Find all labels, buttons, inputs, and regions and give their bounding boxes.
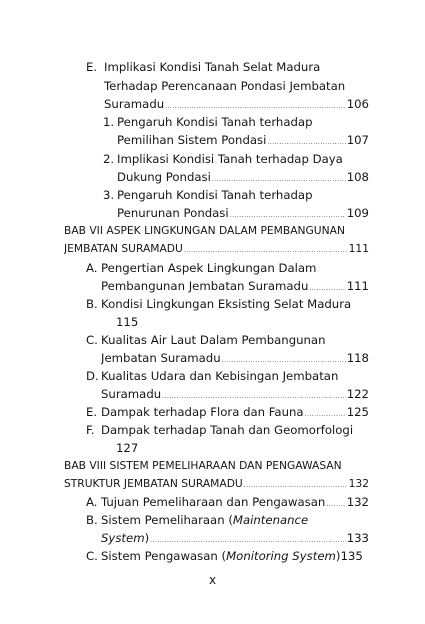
toc-entry-e-line1: E. Implikasi Kondisi Tanah Selat Madura: [86, 60, 321, 74]
toc-entry-8a: A. Tujuan Pemeliharaan dan Pengawasan ..... 132: [86, 493, 369, 511]
page-ref: 115: [116, 315, 139, 329]
toc-entry-8c: C. Sistem Pengawasan (Monitoring System)135: [86, 549, 363, 563]
page-ref: 125: [346, 405, 369, 419]
toc-entry-e-line3: Suramadu ..... 106: [104, 95, 369, 113]
toc-entry-7f-page: [116, 439, 176, 457]
leader-dots: [165, 98, 346, 113]
toc-entry-7b-line1: B. Kondisi Lingkungan Eksisting Selat Madura: [86, 297, 352, 311]
toc-entry-8b-line1: B. Sistem Pemeliharaan (Maintenance: [86, 513, 309, 527]
page-ref: 118: [346, 351, 369, 365]
page-ref: 109: [346, 206, 369, 220]
leader-dots: [309, 280, 345, 295]
toc-entry-7c-line2: Jembatan Suramadu ..... 118: [101, 349, 369, 367]
toc-entry-7f-line1: F. Dampak terhadap Tanah dan Geomorfologi: [86, 423, 354, 437]
toc-entry-7a-line1: A. Pengertian Aspek Lingkungan Dalam: [86, 261, 317, 275]
toc-chapter-8-line1: BAB VIII SISTEM PEMELIHARAAN DAN PENGAWASAN: [64, 459, 342, 472]
toc-entry-e1-line1: 1. Pengaruh Kondisi Tanah terhadap: [103, 115, 313, 129]
page-ref: 132: [346, 495, 369, 509]
page-ref: 108: [346, 170, 369, 184]
page-ref: 133: [346, 531, 369, 545]
toc-chapter-7-line2: JEMBATAN SURAMADU ..... 111: [64, 240, 369, 258]
page-ref: 135: [340, 549, 363, 563]
toc-chapter-8-line2: STRUKTUR JEMBATAN SURAMADU ..... 132: [64, 475, 369, 493]
page-ref: 132: [348, 477, 369, 490]
toc-chapter-7-line1: BAB VII ASPEK LINGKUNGAN DALAM PEMBANGUNAN: [64, 224, 345, 237]
page-number: x: [208, 573, 217, 587]
leader-dots: [212, 171, 346, 186]
toc-entry-e-line2: Terhadap Perencanaan Pondasi Jembatan: [104, 79, 346, 93]
page-ref: 107: [346, 133, 369, 147]
page-ref: 122: [346, 387, 369, 401]
leader-dots: [184, 242, 348, 258]
toc-entry-e2-line1: 2. Implikasi Kondisi Tanah terhadap Daya: [103, 152, 343, 166]
toc-entry-7b-page: [116, 313, 176, 331]
toc-entry-7c-line1: C. Kualitas Air Laut Dalam Pembangunan: [86, 333, 326, 347]
toc-entry-7e: E. Dampak terhadap Flora dan Fauna ..... 125: [86, 403, 369, 421]
toc-entry-e3-line2: Penurunan Pondasi ..... 109: [117, 204, 369, 222]
leader-dots: [230, 207, 346, 222]
page-ref: 127: [116, 441, 139, 455]
leader-dots: [150, 532, 346, 547]
page-ref: 111: [348, 242, 369, 255]
page-ref: 106: [346, 97, 369, 111]
toc-entry-7d-line2: Suramadu ..... 122: [101, 385, 369, 403]
toc-entry-8b-line2: System) ..... 133: [101, 529, 369, 547]
toc-entry-7d-line1: D. Kualitas Udara dan Kebisingan Jembatan: [86, 369, 339, 383]
toc-entry-e3-line1: 3. Pengaruh Kondisi Tanah terhadap: [103, 188, 313, 202]
leader-dots: [326, 496, 345, 511]
toc-entry-7a-line2: Pembangunan Jembatan Suramadu ..... 111: [101, 277, 369, 295]
leader-dots: [244, 477, 348, 493]
leader-dots: [305, 406, 346, 421]
leader-dots: [222, 352, 346, 367]
toc-entry-e2-line2: Dukung Pondasi ..... 108: [117, 168, 369, 186]
page-ref: 111: [346, 279, 369, 293]
leader-dots: [267, 134, 345, 149]
leader-dots: [162, 388, 346, 403]
toc-entry-e1-line2: Pemilihan Sistem Pondasi ..... 107: [117, 131, 369, 149]
